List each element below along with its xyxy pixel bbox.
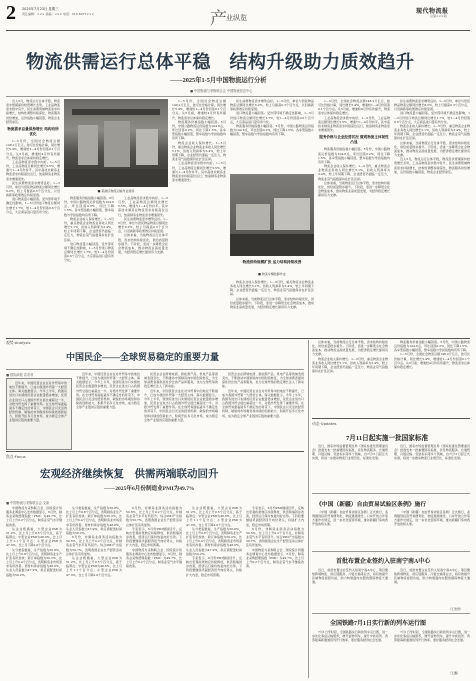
article2-column-1: 近年来，中国民营企业在对外贸易中的地位不断提升，已成为我国外贸第一大经营主体。海关数据显示，今年上半年，我国有进出口实绩的民营企业数量稳步增加，民营企业进出口占我国外贸总值比重超过一半，对稳外贸发挥了重要作用。在全球贸易面临诸多不确定性的背景下，中国民企以灵活的经营机制、敏锐的市场嗅觉和持续的创新能力，积极开拓多元化市场，成为稳定全球产业链供应链的重要力量。 (76, 372, 140, 410)
section-char: 产 (210, 9, 227, 28)
lead-paragraph: 物流服务价格指数小幅回落。5月份，中国公路物流运价指数为104.6点，环比回落0.2%，同比下降1.5%。各车型指数小幅回落，整车指数与零担指数均有所下降。 (318, 147, 390, 164)
article3-title: 宏观经济继续恢复 供需两端联动回升 (40, 469, 219, 480)
lead-paragraph: 进口物流量小幅回落。受外部环境不确定性影响，1—5月份进口物流总额同比增长1.7%，较1—4月份回落0.6个百分点，大宗商品进口量有所分化。 (64, 241, 114, 263)
lead-column-7 (318, 99, 390, 336)
section-rule-analysis (6, 338, 470, 339)
updates-vertical-divider (308, 340, 309, 678)
lead-paragraph: 总体来看，当前物流运行总体平稳，需求结构持续优化，供给质量稳步提升。下阶段，需进一步降低全社会物流成本，推动物流业高质量发展，为经济稳定增长提供有力支撑。 (318, 180, 390, 198)
masthead (0, 0, 476, 36)
lead-paragraph: 近入5月，物流运行总体平稳，物流需求规模保持较低增长态势，工业品物流需求稳中有升，民生消费领域物流需求持续增长，结构性调整持续深化，物流服务供给增加，运价指数小幅回落，物流企业经营承压。 (394, 157, 470, 174)
lead-subhead-2: 物流供给规模扩张 运力结构持续改善 (242, 260, 302, 264)
editor-info: 责任编辑：××× 美编：××× 电话：010-8977××× (22, 12, 94, 16)
lead-paragraph: 1—5月份，全国社会物流总额148.2万亿元，按可比价格计算，同比增长5.4%，增速较1—4月份回落0.1个百分点。从5月看，增速较4月份有所提升，物流需求总体保持稳定增长。 (172, 99, 226, 120)
page-number: 2 (6, 2, 16, 24)
lead-paragraph: 总体来看，当前物流运行总体平稳，需求结构持续优化，供给质量稳步提升。下阶段，需进一步降低全社会物流成本，推动物流业高质量发展，为经济稳定增长提供有力支撑。 (394, 140, 470, 158)
update-author-4: （王鑫） (448, 671, 461, 675)
photo-caption-1: ■ 某港区物流运输作业现场 (97, 189, 135, 193)
lead-paragraph: 总体来看，当前物流运行总体平稳，需求结构持续优化，供给质量稳步提升。下阶段，需进一步降低全社会物流成本，推动物流业高质量发展，为经济稳定增长提供有力支撑。 (118, 233, 168, 255)
lead-paragraph: 近入5月，物流运行总体平稳，物流需求规模保持较低增长态势，工业品物流需求稳中有升，民生消费领域物流需求持续增长，结构性调整持续深化，物流服务供给增加，运价指数小幅回落，物流企业经营承压。 (6, 99, 60, 124)
lead-column-3 (118, 196, 168, 336)
lead-column-5 (230, 99, 314, 172)
lead-column-6 (230, 280, 314, 336)
photo-caption-2: ■ 物流车辆装卸作业 (258, 272, 286, 276)
lead-paragraph: 物流企业收入保持增长。1—5月份，重点物流企业物流业务收入同比增长5.1%，但收入利润率为3.4%，较上年同期下降，企业经营仍面临一定压力，物流业景气指数保持在扩张区间。 (318, 164, 390, 181)
article2-byline: ■ 国际商报 袁若菲 (6, 373, 34, 377)
update-body-3-right: 近日，首批布置企业签约入驻南宁南A中心，项目聚焦跨境物流、供应链服务、冷链仓储等业态，将有效提升区域物流枢纽功能，助力构建面向东盟的国际物流大通道。 (394, 568, 470, 585)
article3-subtitle: ——2025年6月份制造业PMI为49.7% (104, 486, 195, 492)
section-rule-focus (6, 451, 304, 452)
article3-column-2: 从分类指数看，生产指数为50.8%，比上月上升0.8个百分点，表明制造业生产扩张有所加快；新订单指数为50.2%，比上月上升0.4个百分点，表明制造业市场需求有所改善。原材料库存指数为48.0%，从业人员指数为47.9%，供应商配送时间指数为50.2%。 6月份，非制造业商务活动指数为50.5%，比上月上升0.2个百分点，非制造业景气水平有所回升。综合PMI产出指数为50.7%，表明我国企业生产经营活动总体扩张有所加快。 从企业规模看，大型企业PMI为51.2%，比上月上升0.5个百分点，高于临界点；中型企业PMI为48.6%，比上月上升1.1个百分点；小型企业PMI为47.3%，比上月下降2.0个百分点。 (66, 506, 122, 577)
lead-title: 物流供需运行总体平稳 结构升级助力质效趋升 (26, 52, 415, 72)
article3-byline: ■ 中国物流与采购联合会 文新 (6, 501, 50, 505)
lead-subhead-3: 服务价格与企业经营状况 微观物流主体韧性凸显 (319, 135, 389, 144)
update-title-4: 全国铁路7月1日实行新的列车运行图 (330, 621, 427, 627)
right-column-top-1: 总体来看，当前物流运行总体平稳，需求结构持续优化，供给质量稳步提升。下阶段，需进一步降低全社会物流成本，推动物流业高质量发展，为经济稳定增长提供有力支撑。 物流企业收入保持增长。1—5月份，重点物流企业物流业务收入同比增长5.1%，但收入利润率为3.4%，较上年同期下降，企业经营仍面临一定压力，物流业景气指数保持在扩张区间。 (312, 340, 388, 374)
lead-subtitle: ——2025年1-5月中国物流运行分析 (170, 77, 267, 84)
article3-column-3: 6月份，非制造业商务活动指数为50.5%，比上月上升0.2个百分点，非制造业景气水平有所回升。综合PMI产出指数为50.7%，表明我国企业生产经营活动总体扩张有所加快。 专家表示，6月份PMI继续回升，反映出宏观政策效应持续释放，供需两端同步改善，经济运行保持恢复向好态势。下阶段要继续巩固经济回升向好势头，持续扩大内需，稳定市场预期。 中国物流与采购联合会、国家统计局服务业调查中心发布数据显示，6月份，制造业采购经理指数（PMI）为49.7%，比上月上升0.2个百分点，制造业景气水平继续改善。 (126, 506, 182, 569)
lead-paragraph: 进口物流量小幅回落。受外部环境不确定性影响，1—5月份进口物流总额同比增长1.7%，较1—4月份回落0.6个百分点，大宗商品进口量有所分化。 (230, 111, 314, 124)
update-body-1-right: 近日，国家市场监督管理总局（国家标准化管理委员会）批准发布一批重要国家标准，涉及物流服务、仓储管理、冷链运输、包装标识等多个领域，自7月11日起正式实施，将进一步推动物流行业规范化、标准化发展。 (394, 444, 470, 461)
section-tag-focus: 焦点·Focus (6, 454, 26, 459)
section-title: 业纵览 (226, 14, 247, 22)
lead-paragraph: 1—5月份，全国社会物流总额148.2万亿元，按可比价格计算，同比增长5.4%，增速较1—4月份回落0.1个百分点。从5月看，增速较4月份有所提升，物流需求总体保持稳定增长。 (6, 139, 60, 160)
paper-name: 现代物流报 (416, 9, 449, 15)
section-tag-updates: 动态·Updates (312, 421, 337, 426)
article2-column-2: 民营企业在跨境电商、新能源产品、机电产品等领域表现突出，不断推动中国制造向中国创造转变，为全球消费者提供高性价比的产品和服务，也为全球贸易的稳定增长注入了新动能。 近年来，中国民营企业在对外贸易中的地位不断提升，已成为我国外贸第一大经营主体。海关数据显示，今年上半年，我国有进出口实绩的民营企业数量稳步增加，民营企业进出口占我国外贸总值比重超过一半，对稳外贸发挥了重要作用。在全球贸易面临诸多不确定性的背景下，中国民企以灵活的经营机制、敏锐的市场嗅觉和持续的创新能力，积极开拓多元化市场，成为稳定全球产业链供应链的重要力量。 (144, 372, 218, 422)
lead-column-8 (394, 99, 470, 336)
update-body-3-left: 近日，首批布置企业签约入驻南宁南A中心，项目聚焦跨境物流、供应链服务、冷链仓储等业态，将有效提升区域物流枢纽功能，助力构建面向东盟的国际物流大通道。 (312, 568, 388, 585)
lead-paragraph: 物流企业收入保持增长。1—5月份，重点物流企业物流业务收入同比增长5.1%，但收入利润率为3.4%，较上年同期下降，企业经营仍面临一定压力，物流业景气指数保持在扩张区间。 (64, 216, 114, 242)
lead-paragraph: 物流企业收入保持增长。1—5月份，重点物流企业物流业务收入同比增长5.1%，但收入利润率为3.4%，较上年同期下降，企业经营仍面临一定压力，物流业景气指数保持在扩张区间。 (394, 123, 470, 141)
lead-paragraph: 物流服务价格指数小幅回落。5月份，中国公路物流运价指数为104.6点，环比回落0.2%，同比下降1.5%。各车型指数小幅回落，整车指数与零担指数均有所下降。 (172, 119, 226, 141)
update-author-3: （王浩然） (448, 607, 464, 611)
lead-paragraph: 民生消费物流需求增势良好。1—5月份，单位与居民物品物流总额同比增长6.2%，较上月提高0.3个百分点，以旧换新等政策效应持续显现。 (6, 180, 60, 198)
lead-paragraph: 民生消费物流需求增势良好。1—5月份，单位与居民物品物流总额同比增长6.2%，较上月提高0.3个百分点，以旧换新等政策效应持续显现。 (230, 99, 314, 112)
lead-rule (6, 96, 470, 97)
lead-column-1 (6, 99, 60, 336)
lead-paragraph: 工业品物流需求稳中向好。1—5月份，工业品物流总额同比增长5.5%，增速与1—4月份持平。其中高技术制造业物流需求持续高位运行，装备制造业物流需求增速领先。 (172, 161, 226, 182)
lead-paragraph: 工业品物流需求稳中向好。1—5月份，工业品物流总额同比增长5.5%，增速与1—4月份持平。其中高技术制造业物流需求持续高位运行，装备制造业物流需求增速领先。 (318, 115, 390, 133)
lead-column-4 (172, 99, 226, 336)
lead-paragraph: 工业品物流需求稳中向好。1—5月份，工业品物流总额同比增长5.5%，增速与1—4月份持平。其中高技术制造业物流需求持续高位运行，装备制造业物流需求增速领先。 (118, 196, 168, 217)
lead-paragraph: 物流服务价格指数小幅回落。5月份，中国公路物流运价指数为104.6点，环比回落0.2%，同比下降1.5%。各车型指数小幅回落，整车指数与零担指数均有所下降。 (230, 123, 314, 137)
lead-paragraph: 进口物流量小幅回落。受外部环境不确定性影响，1—5月份进口物流总额同比增长1.7%，较1—4月份回落0.6个百分点，大宗商品进口量有所分化。 (394, 111, 470, 124)
article3-column-4: 从企业规模看，大型企业PMI为51.2%，比上月上升0.5个百分点，高于临界点；中型企业PMI为48.6%，比上月上升1.1个百分点；小型企业PMI为47.3%，比上月下降2.0个百分点。 从分类指数看，生产指数为50.8%，比上月上升0.8个百分点，表明制造业生产扩张有所加快；新订单指数为50.2%，比上月上升0.4个百分点，表明制造业市场需求有所改善。原材料库存指数为48.0%，从业人员指数为47.9%，供应商配送时间指数为50.2%。 专家表示，6月份PMI继续回升，反映出宏观政策效应持续释放，供需两端同步改善，经济运行保持恢复向好态势。下阶段要继续巩固经济回升向好势头，持续扩大内需，稳定市场预期。 (186, 506, 242, 577)
lead-photo-warehouse (64, 99, 168, 187)
update-body-4-right: 7月1日零时起，全国铁路实行新的列车运行图，进一步优化客货运输组织，增开货物列车，提升中欧班列、西部陆海新通道班列开行效率，更好服务经济社会发展。 (394, 630, 470, 643)
masthead-rule (6, 30, 470, 31)
lead-byline: ■ 中国物流与采购联合会 中国物流信息中心 (190, 89, 253, 93)
update-title-3: 首批布置企业签约入驻南宁南A中心 (336, 559, 431, 565)
lead-column-2 (64, 196, 114, 336)
update-body-1-left: 近日，国家市场监督管理总局（国家标准化管理委员会）批准发布一批重要国家标准，涉及物流服务、仓储管理、冷链运输、包装标识等多个领域，自7月11日起正式实施，将进一步推动物流行业规范化、标准化发展。 (312, 444, 388, 461)
lead-paragraph: 工业品物流需求稳中向好。1—5月份，工业品物流总额同比增长5.5%，增速与1—4月份持平。其中高技术制造业物流需求持续高位运行，装备制造业物流需求增速领先。 (6, 159, 60, 181)
lead-subhead-1: 物流需求总量保持增长 结构有所优化 (7, 126, 59, 136)
lead-paragraph: 民生消费物流需求增势良好。1—5月份，单位与居民物品物流总额同比增长6.2%，较上月提高0.3个百分点，以旧换新等政策效应持续显现。 (118, 216, 168, 234)
article3-column-1: 中国物流与采购联合会、国家统计局服务业调查中心发布数据显示，6月份，制造业采购经理指数（PMI）为49.7%，比上月上升0.2个百分点，制造业景气水平继续改善。 从企业规模看，大型企业PMI为51.2%，比上月上升0.5个百分点，高于临界点；中型企业PMI为48.6%，比上月上升1.1个百分点；小型企业PMI为47.3%，比上月下降2.0个百分点。 从分类指数看，生产指数为50.8%，比上月上升0.8个百分点，表明制造业生产扩张有所加快；新订单指数为50.2%，比上月上升0.4个百分点，表明制造业市场需求有所改善。原材料库存指数为48.0%，从业人员指数为47.9%，供应商配送时间指数为50.2%。 (6, 506, 62, 577)
lead-paragraph: 总体来看，当前物流运行总体平稳，需求结构持续优化，供给质量稳步提升。下阶段，需进一步降低全社会物流成本，推动物流业高质量发展，为经济稳定增长提供有力支撑。 (230, 296, 314, 309)
issue-info: 总第×××期 (430, 14, 447, 18)
lead-paragraph: 进口物流量小幅回落。受外部环境不确定性影响，1—5月份进口物流总额同比增长1.7%，较1—4月份回落0.6个百分点，大宗商品进口量有所分化。 (6, 197, 60, 214)
right-column-top-2: 物流服务价格指数小幅回落。5月份，中国公路物流运价指数为104.6点，环比回落0.2%，同比下降1.5%。各车型指数小幅回落，整车指数与零担指数均有所下降。 1—5月份，全国社会物流总额148.2万亿元，按可比价格计算，同比增长5.4%，增速较1—4月份回落0.1个百分点。从5月看，增速较4月份有所提升，物流需求总体保持稳定增长。 (394, 340, 470, 369)
date-info: 2025年7月23日 星期三 (22, 7, 59, 11)
lead-paragraph: 物流企业收入保持增长。1—5月份，重点物流企业物流业务收入同比增长5.1%，但收入利润率为3.4%，较上年同期下降，企业经营仍面临一定压力，物流业景气指数保持在扩张区间。 (172, 140, 226, 162)
update-title-1: 7月11日起实施一批国家标准 (346, 435, 429, 442)
section-tag-analysis: 观势·Analysis (6, 340, 31, 345)
lead-photo-trucks (230, 174, 314, 256)
lead-paragraph: 民生消费物流需求增势良好。1—5月份，单位与居民物品物流总额同比增长6.2%，较上月提高0.3个百分点，以旧换新等政策效应持续显现。 (394, 99, 470, 112)
lead-paragraph: 物流服务价格指数小幅回落。5月份，中国公路物流运价指数为104.6点，环比回落0.2%，同比下降1.5%。各车型指数小幅回落，整车指数与零担指数均有所下降。 (64, 196, 114, 217)
update-body-4-left: 7月1日零时起，全国铁路实行新的列车运行图，进一步优化客货运输组织，增开货物列车，提升中欧班列、西部陆海新通道班列开行效率，更好服务经济社会发展。 (312, 630, 388, 643)
article3-column-5: 专家表示，6月份PMI继续回升，反映出宏观政策效应持续释放，供需两端同步改善，经济运行保持恢复向好态势。下阶段要继续巩固经济回升向好势头，持续扩大内需，稳定市场预期。 6月份，非制造业商务活动指数为50.5%，比上月上升0.2个百分点，非制造业景气水平有所回升。综合PMI产出指数为50.7%，表明我国企业生产经营活动总体扩张有所加快。 中国物流与采购联合会、国家统计局服务业调查中心发布数据显示，6月份，制造业采购经理指数（PMI）为49.7%，比上月上升0.2个百分点，制造业景气水平继续改善。 (246, 506, 304, 569)
lead-paragraph: 1—5月份，全国社会物流总额148.2万亿元，按可比价格计算，同比增长5.4%，增速较1—4月份回落0.1个百分点。从5月看，增速较4月份有所提升，物流需求总体保持稳定增长。 (318, 99, 390, 116)
lead-paragraph: 物流企业收入保持增长。1—5月份，重点物流企业物流业务收入同比增长5.1%，但收入利润率为3.4%，较上年同期下降，企业经营仍面临一定压力，物流业景气指数保持在扩张区间。 (230, 280, 314, 297)
update-title-2: 《中国（新疆）自由贸易试验区条例》施行 (316, 502, 427, 508)
article2-lead-paragraph: 近年来，中国民营企业在对外贸易中的地位不断提升，已成为我国外贸第一大经营主体。海关数据显示，今年上半年，我国有进出口实绩的民营企业数量稳步增加，民营企业进出口占我国外贸总值比重超过一半，对稳外贸发挥了重要作用。在全球贸易面临诸多不确定性的背景下，中国民企以灵活的经营机制、敏锐的市场嗅觉和持续的创新能力，积极开拓多元化市场，成为稳定全球产业链供应链的重要力量。 (9, 381, 67, 423)
article2-column-3: 民营企业在跨境电商、新能源产品、机电产品等领域表现突出，不断推动中国制造向中国创造转变，为全球消费者提供高性价比的产品和服务，也为全球贸易的稳定增长注入了新动能。 近年来，中国民营企业在对外贸易中的地位不断提升，已成为我国外贸第一大经营主体。海关数据显示，今年上半年，我国有进出口实绩的民营企业数量稳步增加，民营企业进出口占我国外贸总值比重超过一半，对稳外贸发挥了重要作用。在全球贸易面临诸多不确定性的背景下，中国民企以灵活的经营机制、敏锐的市场嗅觉和持续的创新能力，积极开拓多元化市场，成为稳定全球产业链供应链的重要力量。 (222, 372, 304, 418)
update-body-2-right: 《中国（新疆）自由贸易试验区条例》正式施行，条例围绕投资贸易便利化、物流通道建设、口岸开放合作等方面作出规定，进一步优化营商环境，推动新疆打造向西开放的桥头堡。 (394, 510, 470, 527)
section-rule-updates (312, 418, 470, 419)
update-body-2-left: 《中国（新疆）自由贸易试验区条例》正式施行，条例围绕投资贸易便利化、物流通道建设、口岸开放合作等方面作出规定，进一步优化营商环境，推动新疆打造向西开放的桥头堡。 (312, 510, 388, 527)
article2-title: 中国民企——全球贸易稳定的重要力量 (66, 352, 220, 362)
